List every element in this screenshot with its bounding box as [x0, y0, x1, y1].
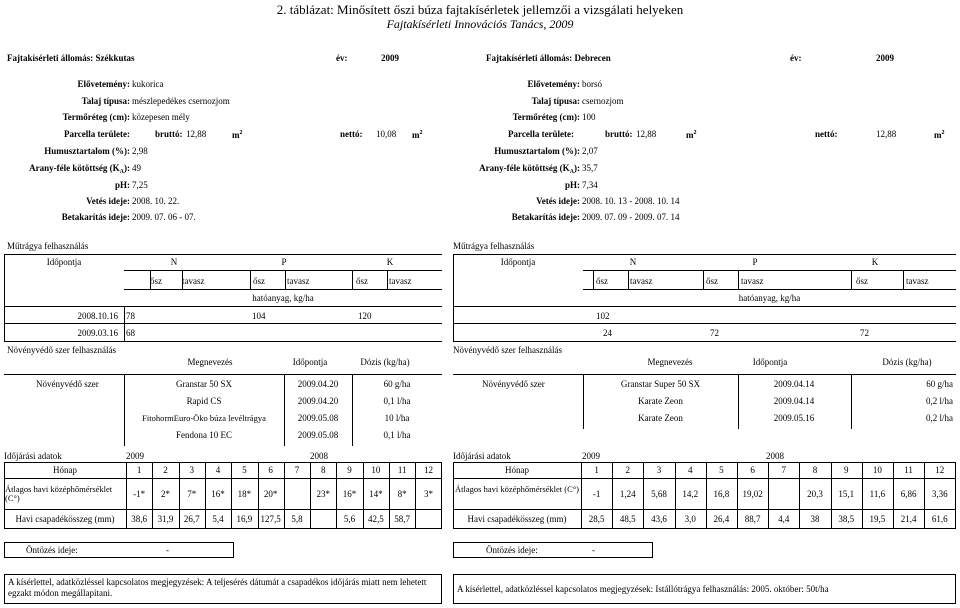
month-header: 8	[812, 465, 818, 475]
left-pest-date: 2009.05.08	[297, 430, 339, 440]
rain-cell: 19,5	[869, 514, 886, 524]
rain-cell: 4,4	[778, 514, 790, 524]
left-topsoil-label: Termőréteg (cm):	[62, 112, 130, 122]
right-fert-head-date: Időpontja	[500, 257, 536, 267]
temp-cell: 20*	[263, 489, 278, 499]
rain-cell: 61,6	[931, 514, 948, 524]
left-fert-title: Műtrágya felhasználás	[7, 241, 89, 251]
right-fert-head-n: N	[629, 257, 637, 267]
temp-cell: 15,1	[838, 489, 855, 499]
left-year-label: év:	[336, 53, 348, 63]
temp-cell: 7*	[187, 489, 197, 499]
left-weather-y1: 2009	[126, 451, 144, 461]
left-pest-date: 2009.04.20	[297, 396, 339, 406]
temp-cell: 1,24	[619, 489, 636, 499]
left-pest-dose: 10 l/ha	[384, 413, 410, 423]
right-fert-sub: ősz	[706, 276, 718, 286]
right-fert-n: 102	[596, 311, 610, 321]
rain-cell: 127,5	[260, 514, 281, 524]
month-header: 5	[719, 465, 724, 475]
temp-cell: -1	[592, 489, 601, 499]
right-pest-head-name: Megnevezés	[647, 357, 693, 367]
month-header: 2	[163, 465, 168, 475]
left-fert-unit: hatóanyag, kg/ha	[252, 293, 314, 303]
rain-cell: 88,7	[744, 514, 761, 524]
left-pest-name: Fendona 10 EC	[176, 430, 232, 440]
right-harvest: 2009. 07. 09 - 2009. 07. 14	[582, 212, 680, 222]
temp-cell: 11,6	[869, 489, 886, 499]
temp-cell: 18*	[237, 489, 252, 499]
left-humus: 2,98	[132, 146, 148, 156]
right-fert-n: 24	[603, 328, 612, 338]
left-harvest: 2009. 07. 06 - 07.	[132, 212, 196, 222]
right-fert-sub: tavasz	[741, 276, 764, 286]
right-pest-date: 2009.04.14	[773, 396, 815, 406]
right-sowing-label: Vetés ideje:	[536, 196, 580, 206]
temp-cell: 14*	[369, 489, 383, 499]
right-fert-head-p: P	[752, 257, 758, 267]
temp-cell: 20,3	[807, 489, 823, 499]
right-net-label: nettó:	[815, 129, 838, 139]
temp-cell: 16*	[211, 489, 225, 499]
left-preceding-label: Elővetemény:	[77, 79, 130, 89]
left-ph-label: pH:	[114, 180, 130, 190]
right-gross-unit: $m^2$	[686, 130, 697, 140]
left-net: 10,08	[376, 129, 397, 139]
left-pest-name: FitohormEuro-Öko búza levéltrágya	[142, 413, 266, 423]
right-topsoil-label: Termőréteg (cm):	[512, 112, 580, 122]
temp-cell: 19,02	[742, 489, 763, 499]
right-ph-label: pH:	[564, 180, 580, 190]
left-net-unit: $m^2$	[412, 130, 423, 140]
left-fert-sub: tavasz	[389, 276, 412, 286]
right-pest-dose: 0,2 l/ha	[926, 413, 953, 423]
left-gross: 12,88	[186, 129, 207, 139]
right-pest-head-date: Időpontja	[752, 357, 788, 367]
rain-cell: 38	[810, 514, 820, 524]
rain-cell: 5,4	[212, 514, 224, 524]
rain-cell: 5,6	[343, 514, 356, 524]
right-weather-y1: 2009	[582, 451, 600, 461]
left-irrig: -	[166, 545, 169, 555]
month-header: 8	[320, 465, 326, 475]
right-fert-sub: tavasz	[906, 276, 929, 286]
left-fert-k: 120	[358, 311, 372, 321]
right-pest-label: Növényvédő szer	[482, 379, 545, 389]
month-header: 3	[189, 465, 194, 475]
left-plot-label: Parcella területe:	[63, 129, 130, 139]
rain-cell: 3,0	[684, 514, 696, 524]
rain-cell: 38,6	[131, 514, 148, 524]
left-year: 2009	[381, 53, 399, 63]
right-topsoil: 100	[582, 112, 596, 122]
right-year: 2009	[876, 53, 894, 63]
left-fert-p: 104	[252, 311, 266, 321]
rain-cell: 42,5	[367, 514, 384, 524]
right-soil: csernozjom	[582, 96, 624, 106]
month-header: 3	[656, 465, 662, 475]
right-pest-name: Karate Zeon	[638, 413, 683, 423]
month-header: 9	[347, 465, 352, 475]
month-header: 11	[397, 465, 407, 475]
rain-cell: 31,9	[157, 514, 174, 524]
left-topsoil: közepesen mély	[132, 112, 190, 122]
right-fert-sub: tavasz	[630, 276, 653, 286]
right-fert-k: 72	[860, 328, 869, 338]
left-fert-date: 2009.03.16	[77, 328, 118, 338]
left-arany-label: Arany-féle kötöttség $(K_A)$:	[29, 163, 130, 175]
right-gross: 12,88	[636, 129, 657, 139]
month-header: 10	[872, 465, 882, 475]
month-header: 1	[594, 465, 599, 475]
right-arany-label: Arany-féle kötöttség $(K_A)$:	[479, 163, 580, 175]
month-header: 6	[750, 465, 755, 475]
left-month-label: Hónap	[53, 465, 77, 475]
left-pest-name: Rapid CS	[186, 396, 222, 406]
left-harvest-label: Betakarítás ideje:	[61, 212, 130, 222]
right-note: A kísérlettel, adatközléssel kapcsolatos megjegyzések: Istállótrágya felhasználás: 2005. október: 50t/ha	[453, 574, 956, 604]
right-fert-sub: ősz	[596, 276, 608, 286]
temp-cell: 23*	[316, 489, 330, 499]
right-fert-sub: ősz	[856, 276, 868, 286]
left-fert-sub: tavasz	[182, 276, 205, 286]
right-humus-label: Humusztartalom (%):	[494, 146, 580, 156]
left-gross-label: bruttó:	[155, 129, 183, 139]
temp-cell: 6,86	[900, 489, 917, 499]
left-rain-label: Havi csapadékösszeg (mm)	[15, 514, 115, 524]
page-title: 2. táblázat: Minősített őszi búza fajtakísérletek jellemzői a vizsgálati helyeken	[276, 2, 684, 17]
left-irrig-label: Öntözés ideje:	[26, 545, 78, 555]
left-gross-unit: $m^2$	[232, 130, 243, 140]
temp-cell: 16,8	[713, 489, 730, 499]
right-humus: 2,07	[582, 146, 598, 156]
right-irrig: -	[592, 545, 595, 555]
rain-cell: 58,7	[394, 514, 411, 524]
left-pest-head-name: Megnevezés	[187, 357, 233, 367]
right-pest-head-dose: Dózis (kg/ha)	[882, 357, 932, 367]
rain-cell: 43,6	[651, 514, 667, 524]
month-header: 6	[268, 465, 273, 475]
right-net: 12,88	[876, 129, 897, 139]
month-header: 5	[242, 465, 247, 475]
right-pest-dose: 0,2 l/ha	[926, 396, 953, 406]
right-fert-unit: hatóanyag, kg/ha	[738, 293, 801, 303]
right-harvest-label: Betakarítás ideje:	[511, 212, 580, 222]
left-temp-label: Átlagos havi középhőmérséklet (C°)	[5, 484, 113, 504]
left-fert-sub: ősz	[356, 276, 368, 286]
month-header: 2	[625, 465, 631, 475]
month-header: 4	[215, 465, 221, 475]
right-net-unit: $m^2$	[934, 130, 945, 140]
right-pest-date: 2009.04.14	[773, 379, 815, 389]
left-fert-n: 68	[126, 328, 135, 338]
left-pest-name: Granstar 50 SX	[176, 379, 232, 389]
right-arany: 35,7	[582, 163, 598, 173]
left-fert-sub: tavasz	[287, 276, 310, 286]
left-station: Fajtakísérleti állomás: Székkutas	[7, 53, 135, 63]
left-pest-label: Növényvédő szer	[36, 379, 99, 389]
left-sowing: 2008. 10. 22.	[132, 196, 180, 206]
temp-cell: 14,2	[682, 489, 699, 499]
month-header: 1	[136, 465, 142, 475]
left-pest-date: 2009.04.20	[297, 379, 339, 389]
right-fert-title: Műtrágya felhasználás	[453, 241, 535, 251]
right-preceding: borsó	[582, 79, 602, 89]
left-fert-sub: ősz	[150, 276, 162, 286]
month-header: 9	[843, 465, 849, 475]
left-note: A kísérlettel, adatközléssel kapcsolatos megjegyzések: A teljesérés dátumát a csapadékos időjárás miatt nem lehetett egzakt módon megállapítani.	[4, 574, 442, 604]
month-header: 10	[371, 465, 381, 475]
temp-cell: 3*	[423, 489, 433, 499]
left-soil: mészlepedékes csernozjom	[132, 96, 230, 106]
left-pest-date: 2009.05.08	[297, 413, 339, 423]
right-pest-name: Granstar Super 50 SX	[620, 379, 701, 389]
left-weather-y2: 2008	[310, 451, 328, 461]
left-humus-label: Humusztartalom (%):	[44, 146, 130, 156]
right-weather-y2: 2008	[766, 451, 784, 461]
left-preceding: kukorica	[132, 79, 164, 89]
left-arany: 49	[132, 163, 141, 173]
left-sowing-label: Vetés ideje:	[86, 196, 130, 206]
page-subtitle: Fajtakísérleti Innovációs Tanács, 2009	[386, 17, 574, 31]
right-temp-label: Átlagos havi középhőmérséklet (C°)	[455, 484, 580, 494]
left-fert-head-n: N	[170, 257, 178, 267]
right-pest-title: Növényvédő szer felhasználás	[453, 345, 562, 355]
left-fert-date: 2008.10.16	[77, 311, 118, 321]
rain-cell: 48,5	[619, 514, 636, 524]
rain-cell: 28,5	[588, 514, 605, 524]
left-fert-head-k: K	[386, 257, 394, 267]
left-pest-dose: 60 g/ha	[383, 379, 411, 389]
left-pest-head-dose: Dózis (kg/ha)	[360, 357, 410, 367]
temp-cell: 3,36	[931, 489, 948, 499]
rain-cell: 21,4	[900, 514, 917, 524]
left-pest-dose: 0,1 l/ha	[383, 430, 411, 440]
rain-cell: 16,9	[236, 514, 253, 524]
rain-cell: 5,8	[291, 514, 303, 524]
right-irrig-label: Öntözés ideje:	[486, 545, 538, 555]
left-fert-head-date: Időpontja	[46, 257, 82, 267]
left-ph: 7,25	[132, 180, 148, 190]
right-fert-p: 72	[710, 328, 719, 338]
right-year-label: év:	[790, 53, 802, 63]
right-weather-title: Időjárási adatok	[453, 451, 511, 461]
right-month-label: Hónap	[505, 465, 529, 475]
left-weather-title: Időjárási adatok	[4, 451, 62, 461]
month-header: 11	[904, 465, 913, 475]
rain-cell: 26,4	[713, 514, 730, 524]
temp-cell: 5,68	[651, 489, 667, 499]
rain-cell: 38,5	[838, 514, 855, 524]
temp-cell: 8*	[397, 489, 407, 499]
left-fert-head-p: P	[281, 257, 287, 267]
right-pest-date: 2009.05.16	[773, 413, 815, 423]
left-pest-head-date: Időpontja	[292, 357, 328, 367]
right-preceding-label: Elővetemény:	[527, 79, 580, 89]
month-header: 7	[781, 465, 787, 475]
month-header: 4	[687, 465, 693, 475]
temp-cell: 16*	[342, 489, 357, 499]
left-pest-title: Növényvédő szer felhasználás	[7, 345, 116, 355]
right-rain-label: Havi csapadékösszeg (mm)	[467, 514, 567, 524]
left-net-label: nettó:	[340, 129, 363, 139]
right-gross-label: bruttó:	[605, 129, 633, 139]
right-sowing: 2008. 10. 13 - 2008. 10. 14	[582, 196, 680, 206]
right-pest-dose: 60 g/ha	[926, 379, 953, 389]
month-header: 12	[935, 465, 945, 475]
rain-cell: 26,7	[183, 514, 200, 524]
temp-cell: 2*	[160, 489, 170, 499]
month-header: 12	[423, 465, 433, 475]
temp-cell: -1*	[133, 489, 146, 499]
left-pest-dose: 0,1 l/ha	[383, 396, 411, 406]
right-plot-label: Parcella területe:	[508, 129, 575, 139]
right-pest-name: Karate Zeon	[638, 396, 683, 406]
month-header: 7	[294, 465, 300, 475]
right-soil-label: Talaj típusa:	[531, 96, 580, 106]
left-soil-label: Talaj típusa:	[81, 96, 130, 106]
right-ph: 7,34	[582, 180, 598, 190]
right-station: Fajtakísérleti állomás: Debrecen	[486, 53, 611, 63]
right-fert-head-k: K	[871, 257, 879, 267]
left-fert-n: 78	[126, 311, 135, 321]
left-fert-sub: ősz	[253, 276, 265, 286]
